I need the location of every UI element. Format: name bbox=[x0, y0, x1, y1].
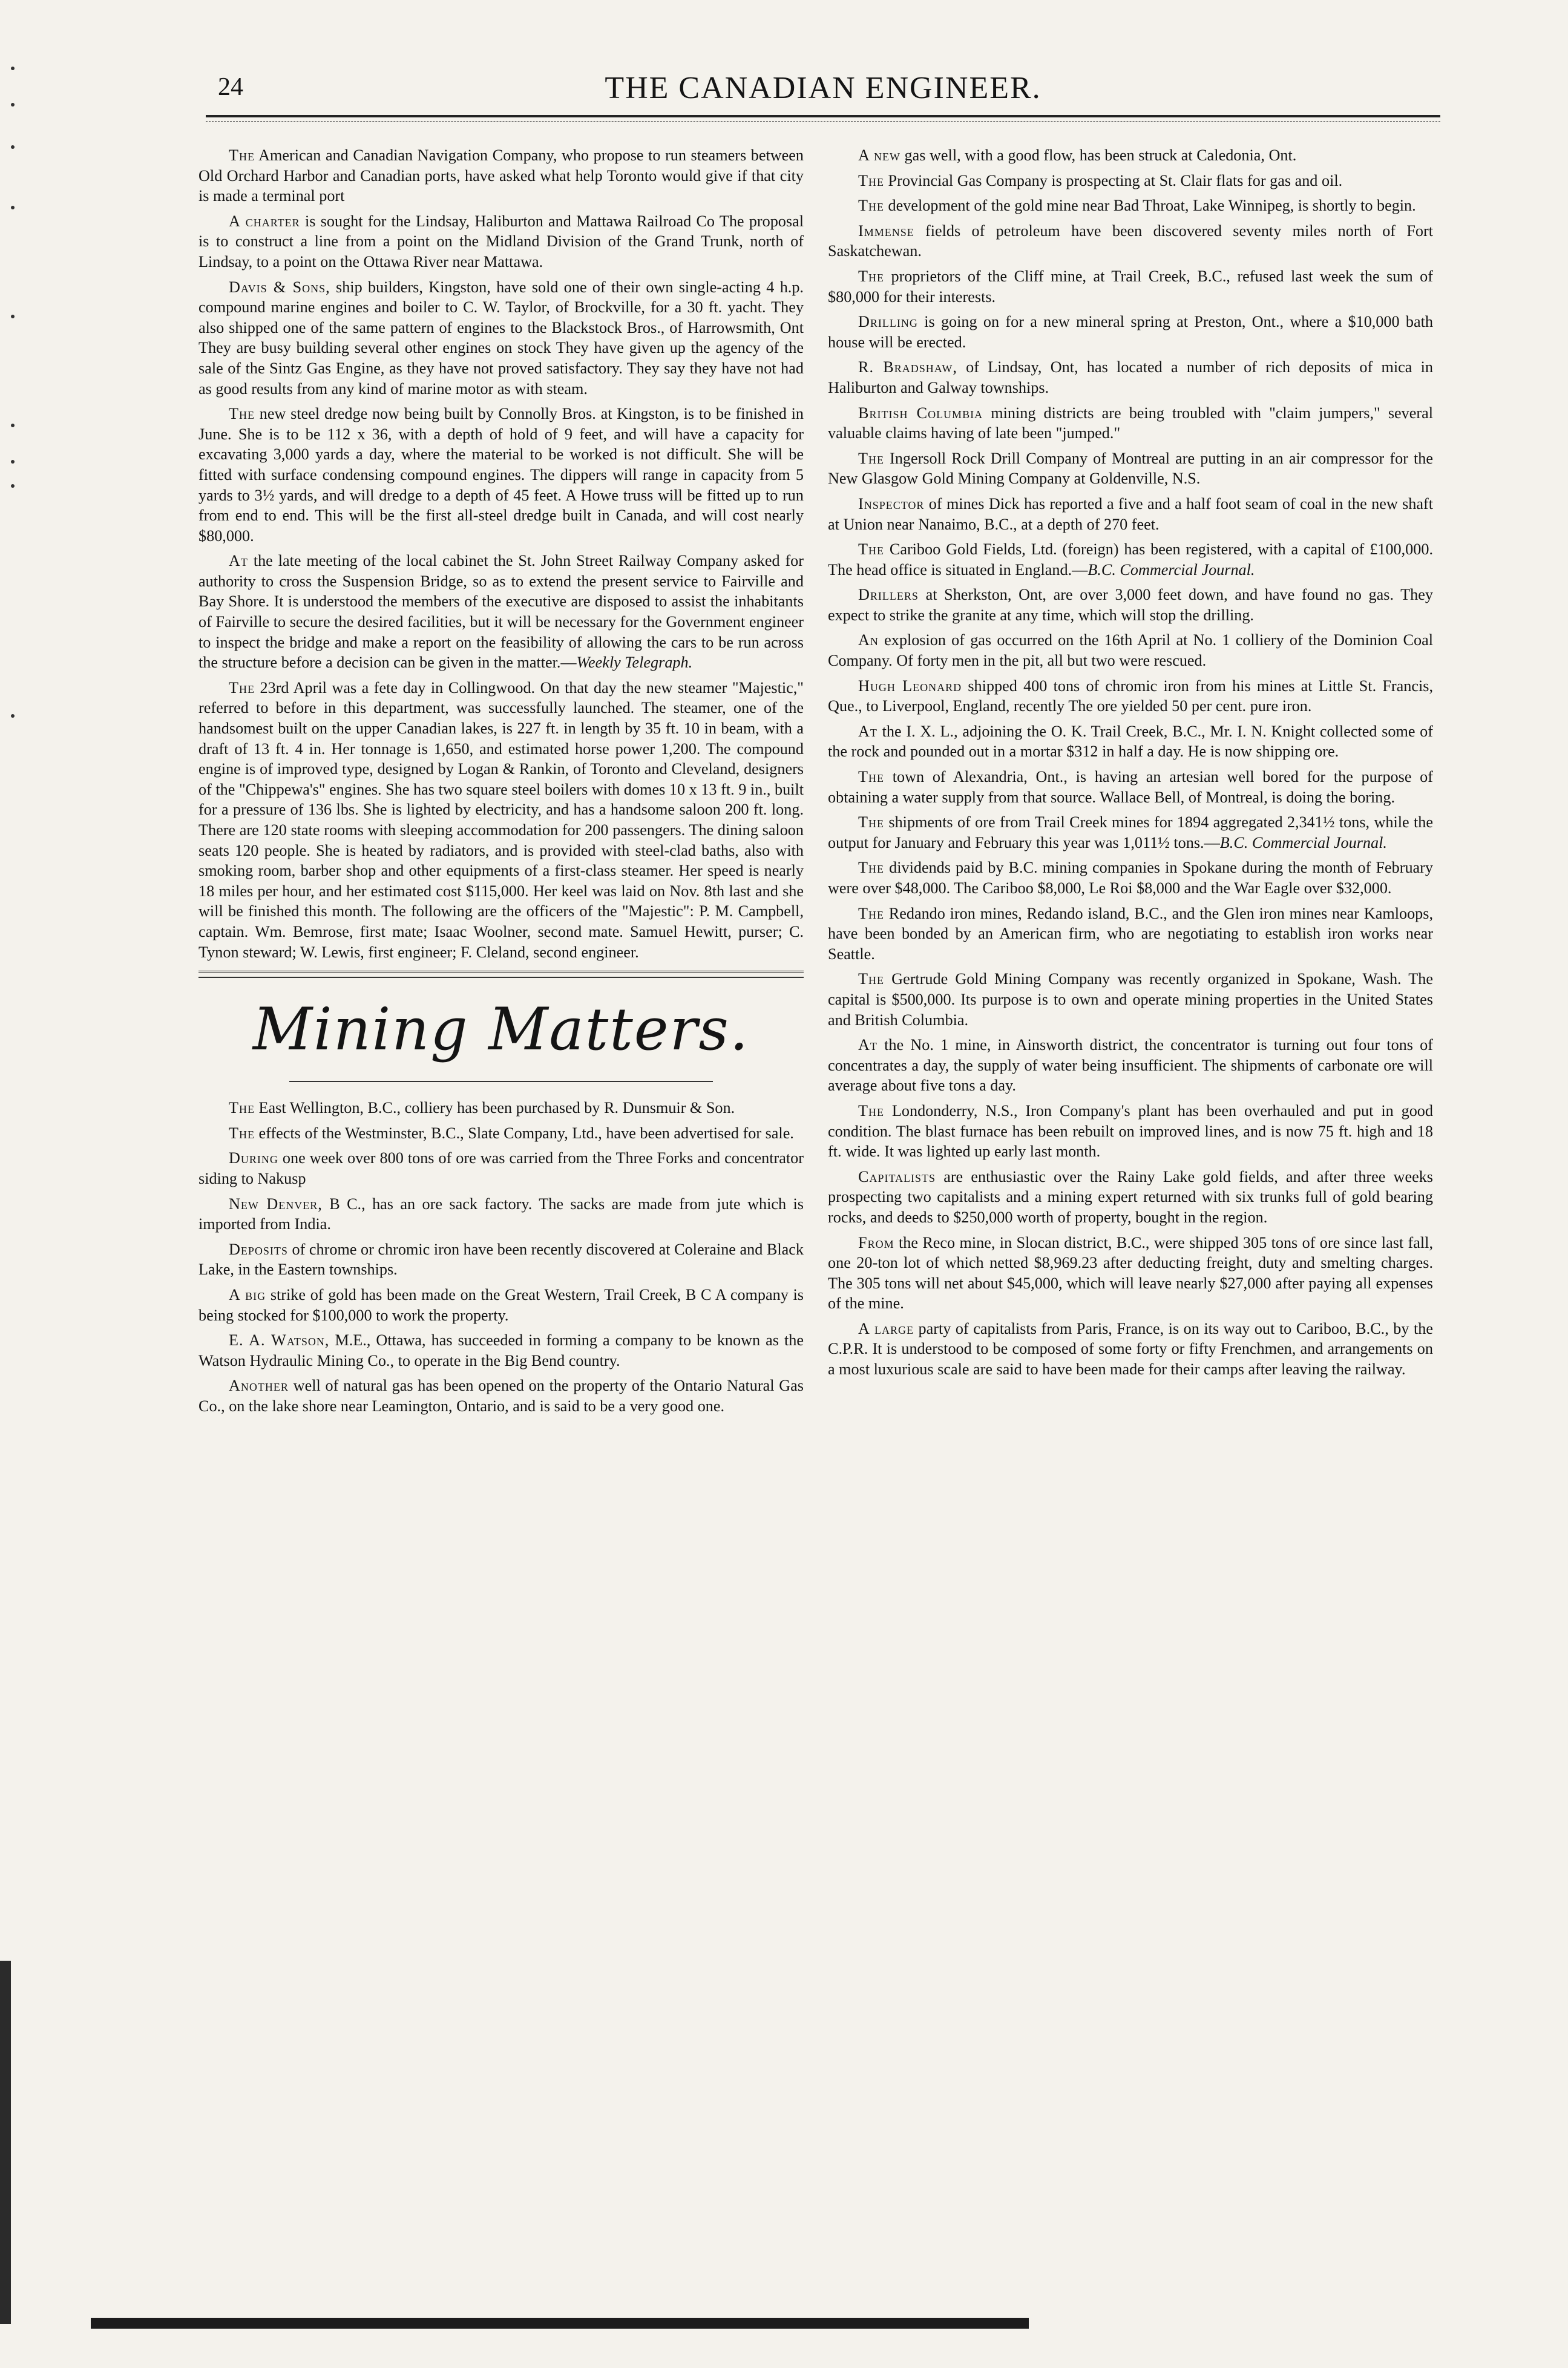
news-item bbox=[828, 721, 1433, 762]
news-item-citation: B.C. Commercial Journal. bbox=[1087, 560, 1255, 579]
news-item-text: the late meeting of the local cabinet the St. John Street Railway Company asked for authority to cross the Suspension Bridge, so as to extend the present service to Fairville and Bay Shore. It is understood the members of the executive are disposed to assist the inhabitants of Fairville to secure the desired facilities, but it will be necessary for the Government engineer to inspect the bridge and make a report on the feasibility of allowing the cars to be run across the structure before a decision can be given in the matter.— bbox=[198, 552, 804, 672]
news-item bbox=[198, 1098, 804, 1118]
news-item-lead: The bbox=[858, 267, 884, 285]
news-item bbox=[198, 678, 804, 962]
news-item bbox=[828, 676, 1433, 717]
news-item-lead: The bbox=[229, 146, 255, 164]
news-item-citation: Weekly Telegraph. bbox=[576, 654, 693, 672]
page-number: 24 bbox=[218, 73, 243, 101]
news-item bbox=[198, 211, 804, 272]
news-item-lead: Capitalists bbox=[858, 1167, 936, 1186]
news-item-lead: Inspector bbox=[858, 494, 925, 513]
right-column-items bbox=[828, 145, 1433, 1380]
news-item bbox=[828, 266, 1433, 307]
news-item-text: B C., has an ore sack factory. The sacks are made from jute which is imported from India. bbox=[198, 1195, 804, 1233]
news-item-text: development of the gold mine near Bad Throat, Lake Winnipeg, is shortly to begin. bbox=[884, 197, 1416, 215]
news-item bbox=[828, 858, 1433, 898]
news-item bbox=[828, 357, 1433, 398]
news-item-lead: British Columbia bbox=[858, 404, 983, 422]
news-item bbox=[828, 494, 1433, 534]
news-item-lead: New Denver, bbox=[229, 1195, 323, 1213]
news-item bbox=[828, 171, 1433, 191]
news-item-lead: A charter bbox=[229, 212, 300, 230]
news-item-lead: Hugh Leonard bbox=[858, 677, 962, 695]
news-item-text: new steel dredge now being built by Connolly Bros. at Kingston, is to be finished in June. She is to be 112 x 36, with a depth of hold of 9 feet, and will have a capacity for excavating 3,000 yards a day, where the material to be worked is not difficult. She will be fitted with surface condensing compound engines. The dippers will range in capacity from 5 yards to 3½ yards, and will dredge to a depth of 45 feet. A Howe truss will be fitted up to run from end to end. This will be the first all-steel dredge built in Canada, and will cost nearly $80,000. bbox=[198, 405, 804, 545]
news-item bbox=[198, 1123, 804, 1144]
news-item-text: the I. X. L., adjoining the O. K. Trail Creek, B.C., Mr. I. N. Knight collected some of the rock and pounded out in a mortar $312 in half a day. He is now shipping ore. bbox=[828, 722, 1433, 761]
news-item-lead: The bbox=[858, 197, 884, 215]
news-item bbox=[198, 1330, 804, 1371]
news-item bbox=[198, 277, 804, 399]
news-item-lead: The bbox=[858, 768, 884, 786]
news-item-lead: The bbox=[229, 1099, 255, 1117]
news-item bbox=[828, 1319, 1433, 1380]
news-item-text: explosion of gas occurred on the 16th April at No. 1 colliery of the Dominion Coal Company. Of forty men in the pit, all but two were rescued. bbox=[828, 631, 1433, 670]
news-item bbox=[828, 1167, 1433, 1228]
news-item-text: effects of the Westminster, B.C., Slate Company, Ltd., have been advertised for sale. bbox=[255, 1124, 794, 1142]
news-item-lead: A big bbox=[229, 1285, 266, 1304]
news-item bbox=[828, 1233, 1433, 1314]
news-item bbox=[828, 539, 1433, 580]
news-item-text: 23rd April was a fete day in Collingwood. On that day the new steamer "Majestic," referred to before in this department, was successfully launched. The steamer, one of the handsomest built on the upper Canadian lakes, is 227 ft. in length by 35 ft. 10 in beam, with a draft of 13 ft. 4 in. Her tonnage is 1,650, and estimated horse power 1,200. The compound engine is of improved type, designed by Logan & Rankin, of Toronto and Cleveland, designers of the "Chippewa's" engines. She has two square steel boilers with domes 10 x 13 ft. 9 in., built for a pressure of 136 lbs. She is lighted by electricity, and has a handsome saloon 200 ft. long. There are 120 state rooms with sleeping accommodation for 200 passengers. The dining saloon seats 120 people. She is heated by radiators, and is provided with steel-clad baths, also with smoking room, barber shop and other equipments of a first-class steamer. Her speed is nearly 18 miles per hour, and her estimated cost $115,000. Her keel was laid on Nov. 8th last and she will be finished this month. The following are the officers of the "Majestic": P. M. Campbell, captain. Wm. Bemrose, first mate; Isaac Woolner, second mate. Samuel Hewitt, purser; C. Tynon steward; W. Lewis, first engineer; F. Cleland, second engineer. bbox=[198, 678, 804, 961]
news-item-lead: R. Bradshaw, bbox=[858, 358, 957, 376]
left-column bbox=[198, 145, 804, 1421]
news-item-citation: B.C. Commercial Journal. bbox=[1219, 833, 1387, 851]
scan-bottom-bar bbox=[91, 2318, 1029, 2329]
scan-edge-shadow bbox=[0, 1961, 11, 2324]
news-item-text: of mines Dick has reported a five and a half foot seam of coal in the new shaft at Union near Nanaimo, B.C., at a depth of 270 feet. bbox=[828, 494, 1433, 533]
news-item-text: ship builders, Kingston, have sold one of their own single-acting 4 h.p. compound marine engines and boiler to C. W. Taylor, of Brockville, for a 30 ft. yacht. They also shipped one of the same pattern of engines to the Blackstock Bros., of Harrowsmith, Ont They are busy building several other engines on stock They have given up the agency of the sale of the Sintz Gas Engine, as they have not proved satisfactory. They say they have not had as good results from any kind of marine motor as with steam. bbox=[198, 278, 804, 398]
news-item-lead: Immense bbox=[858, 221, 914, 240]
news-item bbox=[828, 312, 1433, 352]
news-item-text: shipped 400 tons of chromic iron from his mines at Little St. Francis, Que., to Liverpool, England, recently The ore yielded 50 per cent. pure iron. bbox=[828, 677, 1433, 715]
news-item-text: gas well, with a good flow, has been struck at Caledonia, Ont. bbox=[900, 146, 1297, 164]
news-item-lead: Drillers bbox=[858, 586, 919, 604]
header-rule-dashed bbox=[206, 121, 1440, 122]
news-item-lead: The bbox=[858, 540, 884, 559]
news-item-lead: The bbox=[229, 1124, 255, 1142]
news-item-text: are enthusiastic over the Rainy Lake gold fields, and after three weeks prospecting two capitalists and a mining expert returned with six trunks full of gold bearing rocks, and deeds to $250,000 worth of property, bought in the region. bbox=[828, 1167, 1433, 1226]
news-item-text: Londonderry, N.S., Iron Company's plant has been overhauled and put in good condition. The blast furnace has been rebuilt on improved lines, and is now 75 ft. high and 18 ft. wide. It was lighted up early last month. bbox=[828, 1101, 1433, 1161]
news-item-text: fields of petroleum have been discovered seventy miles north of Fort Saskatchewan. bbox=[828, 221, 1433, 260]
news-item-text: is going on for a new mineral spring at Preston, Ont., where a $10,000 bath house will be erected. bbox=[828, 313, 1433, 351]
news-item-text: well of natural gas has been opened on the property of the Ontario Natural Gas Co., on the lake shore near Leamington, Ontario, and is said to be a very good one. bbox=[198, 1377, 804, 1415]
news-item-lead: From bbox=[858, 1233, 894, 1251]
right-column bbox=[828, 145, 1433, 1385]
news-item bbox=[198, 1239, 804, 1280]
news-item-lead: A new bbox=[858, 146, 900, 164]
news-item-lead: The bbox=[229, 678, 255, 697]
news-item-text: shipments of ore from Trail Creek mines for 1894 aggregated 2,341½ tons, while the output for January and February this year was 1,011½ tons.— bbox=[828, 813, 1433, 851]
news-item-text: one week over 800 tons of ore was carried from the Three Forks and concentrator siding to Nakusp bbox=[198, 1149, 804, 1187]
news-item-lead: The bbox=[858, 449, 884, 467]
news-item bbox=[828, 904, 1433, 965]
news-item-lead: The bbox=[229, 405, 255, 423]
news-item-text: strike of gold has been made on the Great Western, Trail Creek, B C A company is being stocked for $100,000 to work the property. bbox=[198, 1285, 804, 1324]
news-item-lead: The bbox=[858, 970, 884, 988]
news-item bbox=[198, 551, 804, 673]
news-item-text: M.E., Ottawa, has succeeded in forming a company to be known as the Watson Hydraulic Mining Co., to operate in the Big Bend country. bbox=[198, 1331, 804, 1369]
news-item-lead: A large bbox=[858, 1319, 914, 1337]
news-item-lead: Deposits bbox=[229, 1240, 288, 1258]
news-item-text: American and Canadian Navigation Company, who propose to run steamers between Old Orchard Harbor and Canadian ports, have asked what help Toronto would give if that city is made a terminal port bbox=[198, 146, 804, 205]
news-item-text: of Lindsay, Ont, has located a number of rich deposits of mica in Haliburton and Galway townships. bbox=[828, 358, 1433, 396]
news-item-lead: Another bbox=[229, 1377, 289, 1395]
section-heading: Mining Matters. bbox=[252, 995, 750, 1064]
news-item-lead: Davis & Sons, bbox=[229, 278, 330, 296]
news-item bbox=[828, 969, 1433, 1030]
news-item bbox=[198, 404, 804, 546]
news-item-text: is sought for the Lindsay, Haliburton and Mattawa Railroad Co The proposal is to construct a line from a point on the Midland Division of the Grand Trunk, north of Lindsay, to a point on the Ottawa River near Mattawa. bbox=[198, 212, 804, 271]
news-item bbox=[828, 448, 1433, 489]
news-item-lead: At bbox=[229, 552, 248, 570]
news-item-text: town of Alexandria, Ont., is having an artesian well bored for the purpose of obtaining a water supply from that source. Wallace Bell, of Montreal, is doing the boring. bbox=[828, 768, 1433, 806]
news-item bbox=[198, 1194, 804, 1235]
news-item-text: Provincial Gas Company is prospecting at St. Clair flats for gas and oil. bbox=[884, 171, 1343, 189]
header-rule bbox=[206, 115, 1440, 117]
news-item bbox=[828, 585, 1433, 625]
news-item bbox=[198, 1376, 804, 1416]
news-item bbox=[828, 145, 1433, 166]
news-item bbox=[828, 1035, 1433, 1096]
heading-underline bbox=[289, 1081, 713, 1082]
news-item-lead: The bbox=[858, 904, 884, 922]
page-header bbox=[200, 65, 1446, 108]
left-column-items bbox=[198, 145, 804, 962]
news-item bbox=[828, 1101, 1433, 1162]
news-item-text: the No. 1 mine, in Ainsworth district, the concentrator is turning out four tons of concentrates a day, the supply of water being insufficient. The shipments of carbonate ore will average about five tons a day. bbox=[828, 1036, 1433, 1095]
mining-items bbox=[198, 1098, 804, 1416]
news-item bbox=[828, 767, 1433, 807]
news-item bbox=[198, 1285, 804, 1325]
news-item bbox=[828, 812, 1433, 853]
news-item bbox=[828, 630, 1433, 671]
news-item-text: Ingersoll Rock Drill Company of Montreal are putting in an air compressor for the New Glasgow Gold Mining Company at Goldenville, N.S. bbox=[828, 449, 1433, 488]
news-item-lead: The bbox=[858, 1101, 884, 1120]
news-item-text: mining districts are being troubled with "claim jumpers," several valuable claims having of late been "jumped." bbox=[828, 404, 1433, 442]
news-item-lead: The bbox=[858, 813, 884, 831]
news-item-text: Redando iron mines, Redando island, B.C., and the Glen iron mines near Kamloops, have been bonded by an American firm, who are negotiating to establish iron works near Seattle. bbox=[828, 904, 1433, 963]
news-item-lead: At bbox=[858, 1036, 877, 1054]
news-item-text: the Reco mine, in Slocan district, B.C., were shipped 305 tons of ore since last fall, one 20-ton lot of which netted $8,969.23 after deducting freight, duty and smelting charges. The 305 tons will net about $45,000, which will leave nearly $27,000 after paying all expenses of the mine. bbox=[828, 1233, 1433, 1313]
news-item-lead: The bbox=[858, 171, 884, 189]
news-item bbox=[828, 403, 1433, 444]
news-item bbox=[198, 145, 804, 206]
news-item-text: party of capitalists from Paris, France, is on its way out to Cariboo, B.C., by the C.P.R. It is understood to be composed of some forty or fifty Frenchmen, and arrangements on a most luxurious scale are said to have been made for their camps after leaving the railway. bbox=[828, 1319, 1433, 1379]
news-item-lead: During bbox=[229, 1149, 278, 1167]
news-item-lead: An bbox=[858, 631, 879, 649]
news-item-text: Cariboo Gold Fields, Ltd. (foreign) has been registered, with a capital of £100,000. The head office is situated in England.— bbox=[828, 540, 1433, 579]
news-item-text: of chrome or chromic iron have been recently discovered at Coleraine and Black Lake, in the Eastern townships. bbox=[198, 1240, 804, 1279]
news-item-lead: E. A. Watson, bbox=[229, 1331, 330, 1350]
news-item-lead: Drilling bbox=[858, 313, 918, 331]
news-item-text: proprietors of the Cliff mine, at Trail Creek, B.C., refused last week the sum of $80,000 for their interests. bbox=[828, 267, 1433, 306]
news-item-text: dividends paid by B.C. mining companies in Spokane during the month of February were over $48,000. The Cariboo $8,000, Le Roi $8,000 and the War Eagle over $32,000. bbox=[828, 859, 1433, 897]
news-item-text: Gertrude Gold Mining Company was recently organized in Spokane, Wash. The capital is $500,000. Its purpose is to own and operate mining properties in the United States and British Columbia. bbox=[828, 970, 1433, 1029]
news-item bbox=[198, 1148, 804, 1189]
publication-title: THE CANADIAN ENGINEER. bbox=[605, 71, 1042, 105]
news-item-text: East Wellington, B.C., colliery has been purchased by R. Dunsmuir & Son. bbox=[255, 1099, 735, 1117]
news-item bbox=[828, 221, 1433, 261]
news-item-lead: At bbox=[858, 722, 877, 740]
section-divider bbox=[198, 971, 804, 973]
news-item bbox=[828, 195, 1433, 216]
news-item-text: at Sherkston, Ont, are over 3,000 feet down, and have found no gas. They expect to strike the granite at any time, which will stop the drilling. bbox=[828, 586, 1433, 624]
news-item-lead: The bbox=[858, 859, 884, 877]
